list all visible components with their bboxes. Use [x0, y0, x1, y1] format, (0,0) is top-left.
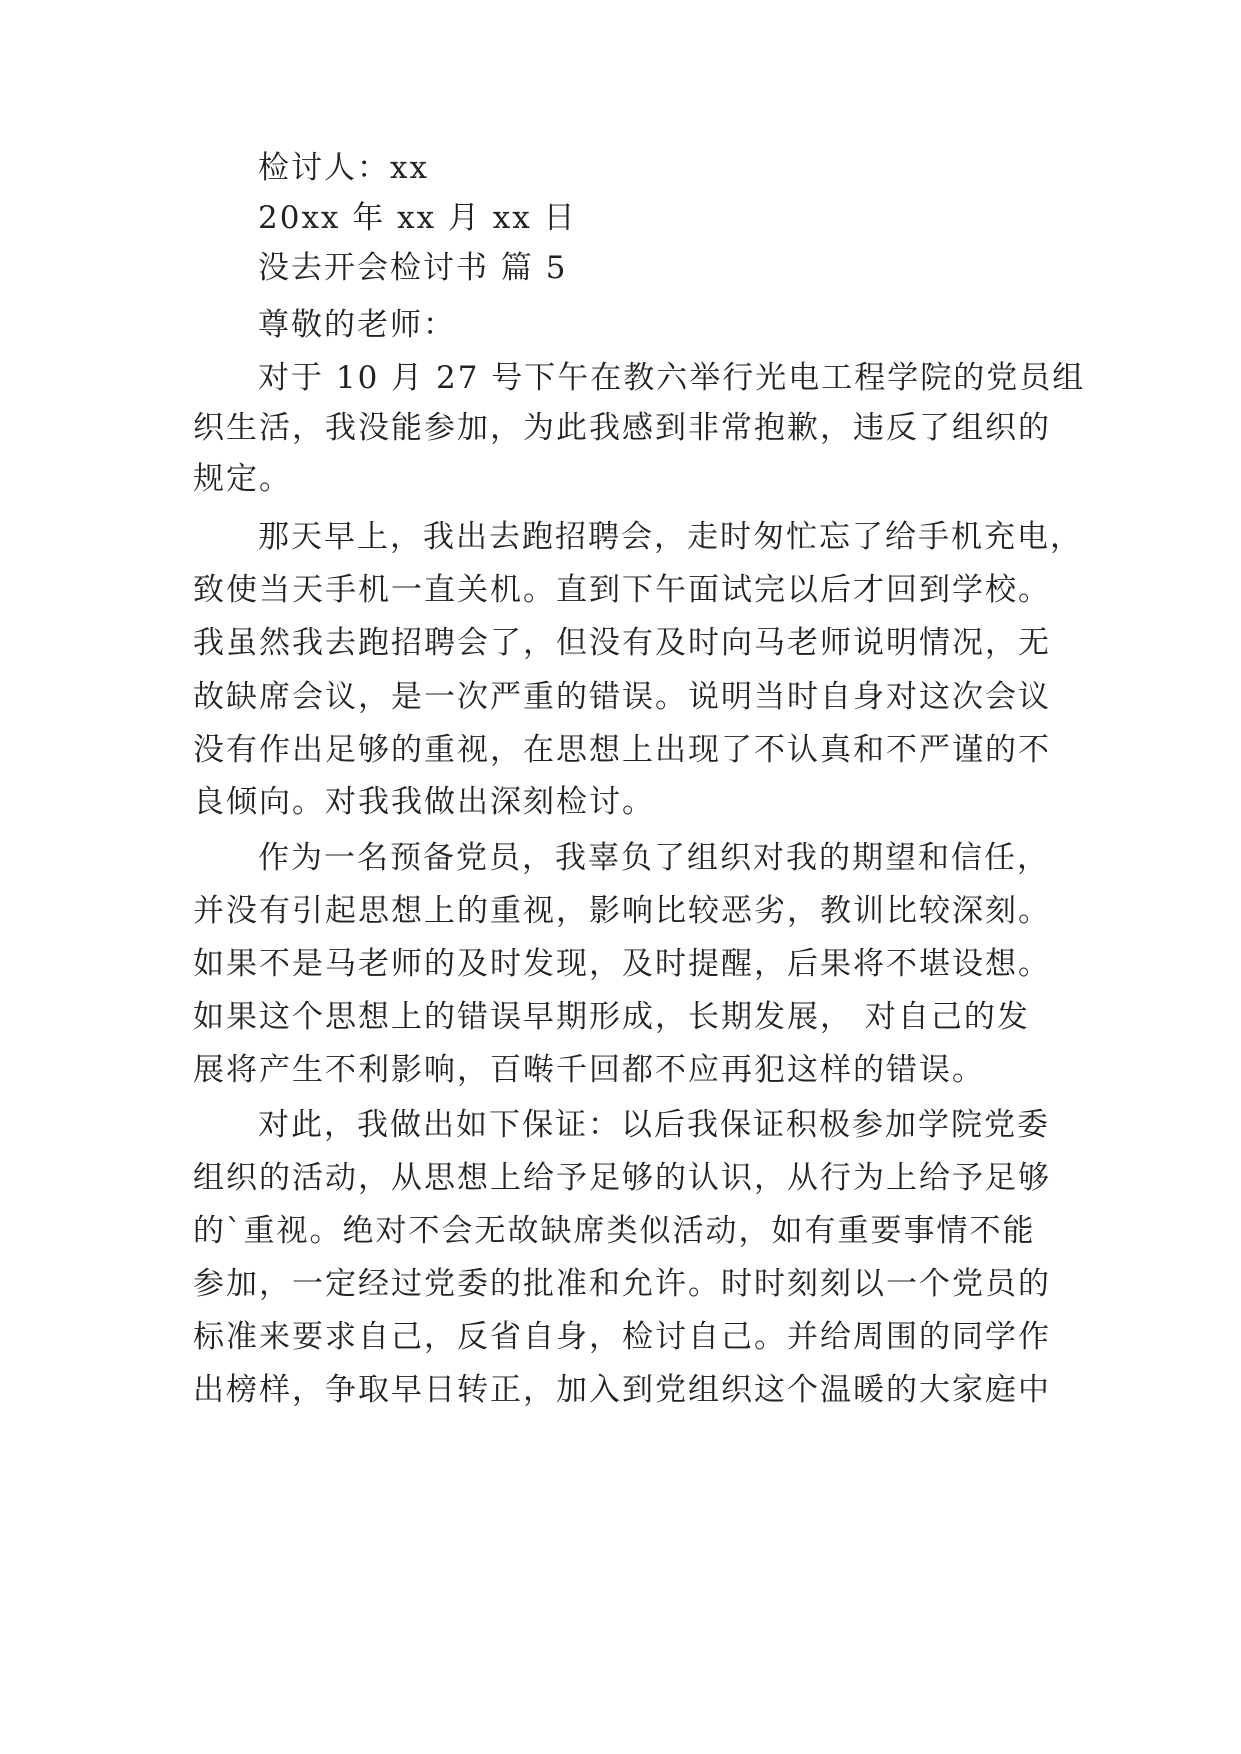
paragraph-line: 良倾向。对我我做出深刻检讨。: [193, 784, 655, 820]
paragraph-line: 如果这个思想上的错误早期形成，长期发展， 对自己的发: [193, 999, 1030, 1035]
paragraph-line: 规定。: [193, 461, 292, 497]
paragraph-line: 的`重视。绝对不会无故缺席类似活动，如有重要事情不能: [193, 1213, 1036, 1249]
paragraph-line: 并没有引起思想上的重视，影响比较恶劣，教训比较深刻。: [193, 893, 1051, 929]
paragraph-line: 如果不是马老师的及时发现，及时提醒，后果将不堪设想。: [193, 946, 1051, 982]
section-title: 没去开会检讨书 篇 5: [258, 250, 568, 286]
inspector-line: 检讨人：xx: [258, 150, 429, 186]
paragraph-line: 那天早上，我出去跑招聘会，走时匆忙忘了给手机充电，: [258, 519, 1083, 555]
paragraph-line: 致使当天手机一直关机。直到下午面试完以后才回到学校。: [193, 572, 1051, 608]
paragraph-line: 故缺席会议，是一次严重的错误。说明当时自身对这次会议: [193, 679, 1051, 715]
paragraph-line: 作为一名预备党员，我辜负了组织对我的期望和信任，: [258, 840, 1050, 876]
paragraph-line: 组织的活动，从思想上给予足够的认识，从行为上给予足够: [193, 1160, 1051, 1196]
paragraph-line: 展将产生不利影响，百啭千回都不应再犯这样的错误。: [193, 1052, 985, 1088]
date-line: 20xx 年 xx 月 xx 日: [258, 200, 577, 236]
paragraph-line: 织生活，我没能参加，为此我感到非常抱歉，违反了组织的: [193, 410, 1051, 446]
salutation: 尊敬的老师：: [258, 307, 456, 343]
paragraph-line: 出榜样，争取早日转正，加入到党组织这个温暖的大家庭中: [193, 1372, 1051, 1408]
paragraph-line: 标准来要求自己，反省自身，检讨自己。并给周围的同学作: [193, 1319, 1051, 1355]
paragraph-line: 对于 10 月 27 号下午在教六举行光电工程学院的党员组: [258, 360, 1086, 396]
paragraph-line: 没有作出足够的重视，在思想上出现了不认真和不严谨的不: [193, 732, 1051, 768]
paragraph-line: 参加，一定经过党委的批准和允许。时时刻刻以一个党员的: [193, 1266, 1051, 1302]
paragraph-line: 我虽然我去跑招聘会了，但没有及时向马老师说明情况，无: [193, 625, 1051, 661]
paragraph-line: 对此，我做出如下保证：以后我保证积极参加学院党委: [258, 1107, 1050, 1143]
